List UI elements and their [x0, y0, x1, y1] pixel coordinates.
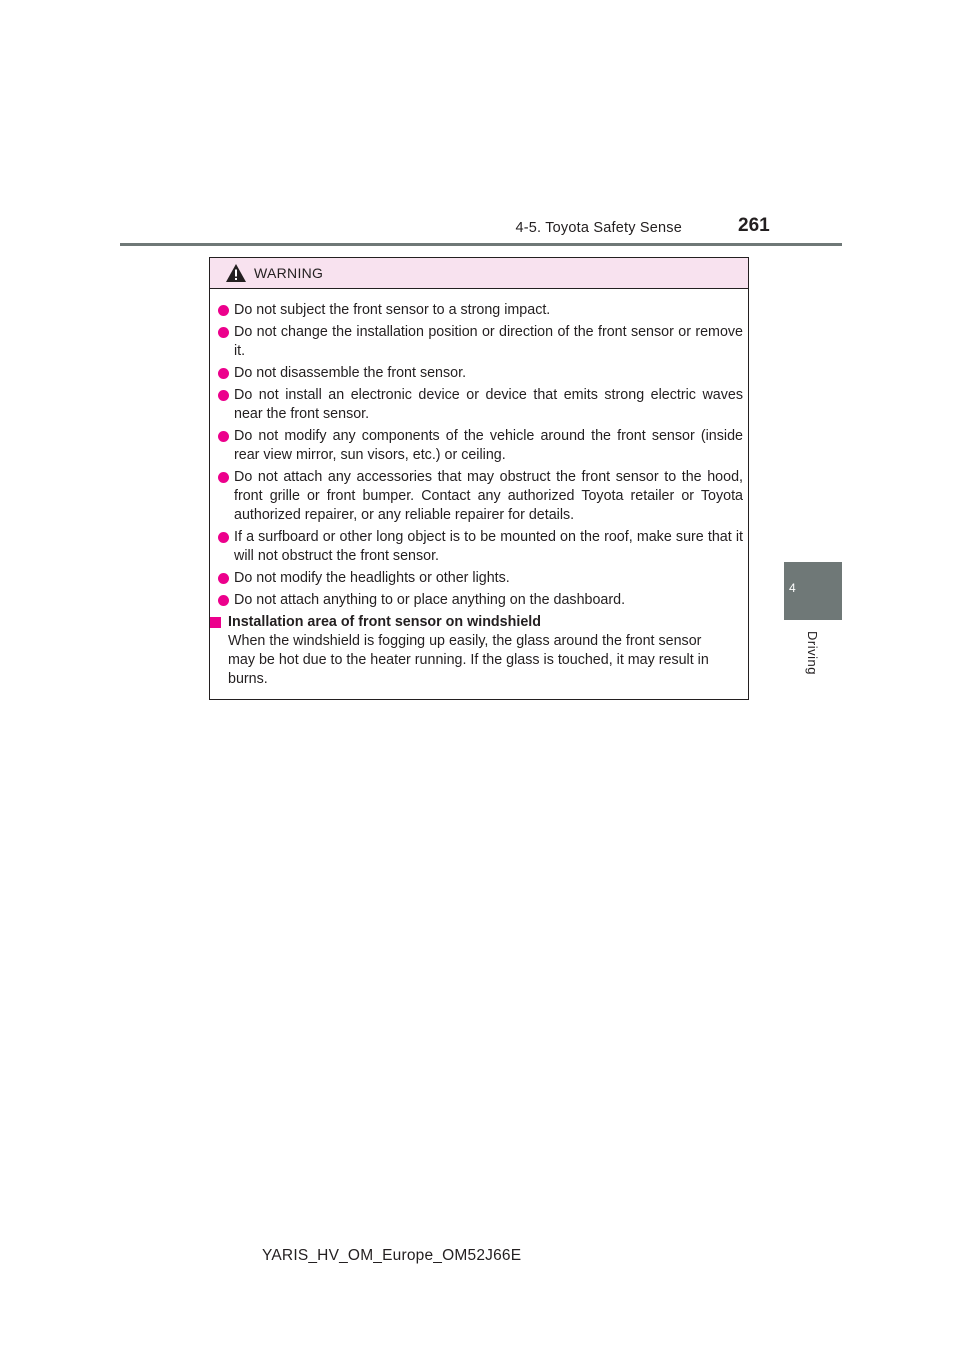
- bullet-icon: [218, 472, 229, 483]
- warning-item-text: If a surfboard or other long object is to be mounted on the roof, make sure that it will not obstruct the front sensor.: [234, 529, 743, 564]
- warning-header: [210, 258, 748, 289]
- bullet-icon: [218, 327, 229, 338]
- warning-item: [216, 301, 743, 320]
- warning-title: WARNING: [254, 265, 324, 281]
- bullet-icon: [218, 595, 229, 606]
- page-number: 261: [738, 215, 770, 236]
- warning-item-text: Do not modify the headlights or other lights.: [234, 570, 510, 586]
- warning-item: [216, 364, 743, 383]
- warning-item-text: Do not attach any accessories that may obstruct the front sensor to the hood, front grille or front bumper. Contact any authorized Toyota retailer or Toyota authorized repairer, or any reliable repairer for details.: [234, 469, 743, 523]
- bullet-icon: [218, 573, 229, 584]
- warning-item: [216, 386, 743, 424]
- subsection-title-text: Installation area of front sensor on windshield: [228, 614, 541, 630]
- warning-item-text: Do not subject the front sensor to a strong impact.: [234, 302, 551, 318]
- bullet-icon: [218, 431, 229, 442]
- square-bullet-icon: [210, 617, 221, 628]
- warning-item: [216, 427, 743, 465]
- subsection-line: When the windshield is fogging up easily, the glass around the front sensor: [228, 633, 702, 649]
- document-id: YARIS_HV_OM_Europe_OM52J66E: [262, 1247, 522, 1264]
- chapter-label: Driving: [805, 631, 820, 675]
- warning-body: [210, 289, 748, 610]
- subsection-line: burns.: [228, 671, 268, 687]
- subsection-line: may be hot due to the heater running. If the glass is touched, it may result in: [228, 652, 709, 668]
- warning-item: [216, 323, 743, 361]
- bullet-icon: [218, 390, 229, 401]
- warning-item-text: Do not attach anything to or place anything on the dashboard.: [234, 592, 626, 608]
- warning-triangle-icon: [225, 263, 247, 283]
- subsection-title: [210, 613, 743, 632]
- chapter-number: 4: [789, 581, 796, 595]
- bullet-icon: [218, 532, 229, 543]
- warning-item-text: Do not disassemble the front sensor.: [234, 365, 467, 381]
- warning-item: [216, 528, 743, 566]
- bullet-icon: [218, 368, 229, 379]
- section-title: 4-5. Toyota Safety Sense: [515, 220, 682, 236]
- bullet-icon: [218, 305, 229, 316]
- warning-item-text: Do not install an electronic device or device that emits strong electric waves near the front sensor.: [234, 387, 743, 422]
- warning-item-text: Do not change the installation position or direction of the front sensor or remove it.: [234, 324, 743, 359]
- warning-item: [216, 591, 743, 610]
- warning-box: [209, 257, 749, 700]
- warning-subsection: [210, 613, 748, 689]
- warning-item-text: Do not modify any components of the vehicle around the front sensor (inside rear view mirror, sun visors, etc.) or ceiling.: [234, 428, 743, 463]
- chapter-tab[interactable]: [784, 562, 842, 620]
- warning-item: [216, 569, 743, 588]
- header-divider: [120, 243, 842, 246]
- warning-item: [216, 468, 743, 525]
